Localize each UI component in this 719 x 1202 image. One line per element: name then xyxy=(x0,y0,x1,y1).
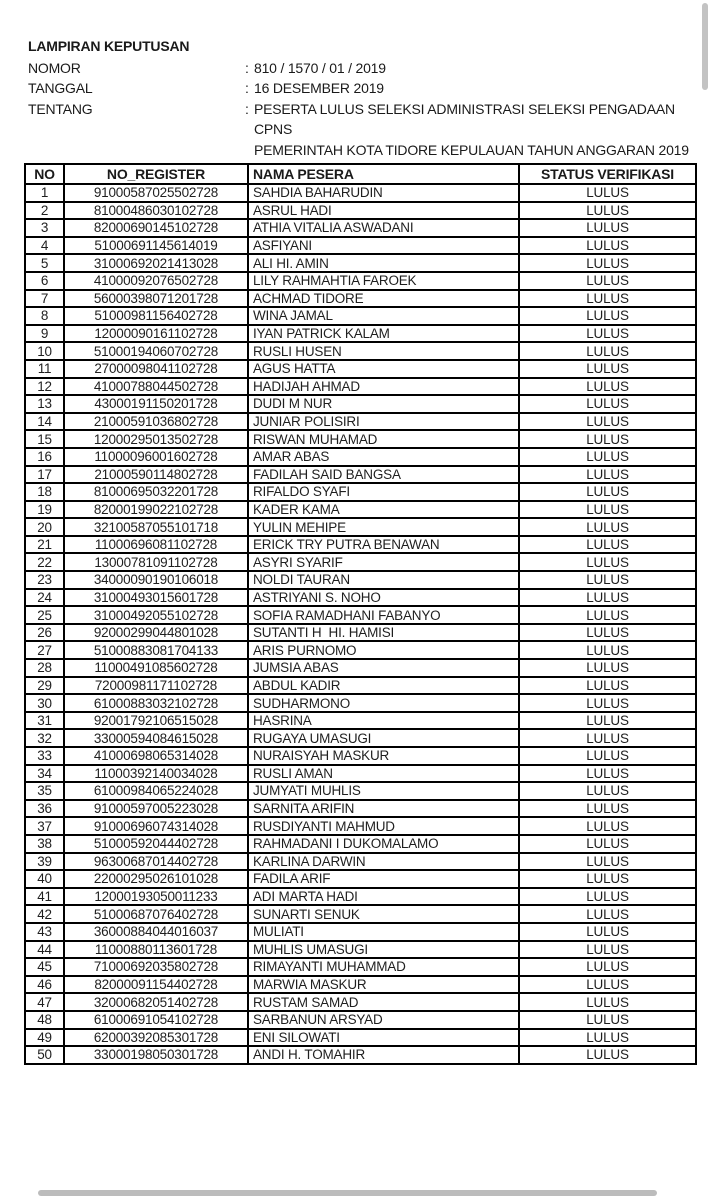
verification-status: LULUS xyxy=(519,307,696,325)
participant-name: RISWAN MUHAMAD xyxy=(248,430,519,448)
meta-colon: : xyxy=(245,100,249,117)
participant-name: RUSLI AMAN xyxy=(248,765,519,783)
table-row xyxy=(25,958,696,976)
register-number: 41000092076502728 xyxy=(64,272,248,290)
meta-label-tanggal: TANGGAL xyxy=(28,80,93,96)
register-number: 91000696074314028 xyxy=(64,817,248,835)
register-number: 34000090190106018 xyxy=(64,571,248,589)
participant-name: FADILA ARIF xyxy=(248,870,519,888)
register-number: 71000692035802728 xyxy=(64,958,248,976)
row-number: 43 xyxy=(25,923,64,941)
row-number: 50 xyxy=(25,1046,64,1064)
verification-status: LULUS xyxy=(519,501,696,519)
register-number: 33000198050301728 xyxy=(64,1046,248,1064)
verification-status: LULUS xyxy=(519,448,696,466)
verification-status: LULUS xyxy=(519,571,696,589)
register-number: 92001792106515028 xyxy=(64,712,248,730)
participant-name: JUMYATI MUHLIS xyxy=(248,782,519,800)
table-row xyxy=(25,553,696,571)
verification-status: LULUS xyxy=(519,606,696,624)
verification-status: LULUS xyxy=(519,765,696,783)
participant-name: ABDUL KADIR xyxy=(248,677,519,695)
row-number: 2 xyxy=(25,202,64,220)
row-number: 45 xyxy=(25,958,64,976)
table-row xyxy=(25,448,696,466)
verification-status: LULUS xyxy=(519,202,696,220)
table-row xyxy=(25,765,696,783)
participant-name: ANDI H. TOMAHIR xyxy=(248,1046,519,1064)
row-number: 5 xyxy=(25,254,64,272)
register-number: 31000492055102728 xyxy=(64,606,248,624)
register-number: 56000398071201728 xyxy=(64,290,248,308)
row-number: 6 xyxy=(25,272,64,290)
register-number: 72000981171102728 xyxy=(64,677,248,695)
register-number: 61000984065224028 xyxy=(64,782,248,800)
register-number: 81000695032201728 xyxy=(64,483,248,501)
meta-value-nomor: 810 / 1570 / 01 / 2019 xyxy=(254,59,386,76)
participant-name: ERICK TRY PUTRA BENAWAN xyxy=(248,536,519,554)
table-row xyxy=(25,817,696,835)
participant-name: WINA JAMAL xyxy=(248,307,519,325)
table-body xyxy=(25,184,696,1064)
participant-name: ASRUL HADI xyxy=(248,202,519,220)
table-row xyxy=(25,536,696,554)
verification-status: LULUS xyxy=(519,870,696,888)
verification-status: LULUS xyxy=(519,536,696,554)
register-number: 91000587025502728 xyxy=(64,184,248,202)
participant-name: IYAN PATRICK KALAM xyxy=(248,325,519,343)
row-number: 23 xyxy=(25,571,64,589)
register-number: 91000597005223028 xyxy=(64,800,248,818)
row-number: 42 xyxy=(25,905,64,923)
row-number: 18 xyxy=(25,483,64,501)
table-row xyxy=(25,290,696,308)
verification-status: LULUS xyxy=(519,747,696,765)
register-number: 82000091154402728 xyxy=(64,976,248,994)
table-row xyxy=(25,782,696,800)
row-number: 22 xyxy=(25,553,64,571)
row-number: 21 xyxy=(25,536,64,554)
verification-status: LULUS xyxy=(519,184,696,202)
row-number: 8 xyxy=(25,307,64,325)
register-number: 43000191150201728 xyxy=(64,395,248,413)
row-number: 11 xyxy=(25,360,64,378)
row-number: 49 xyxy=(25,1029,64,1047)
register-number: 11000096001602728 xyxy=(64,448,248,466)
meta-label-nomor: NOMOR xyxy=(28,59,81,76)
participant-name: SUTANTI H HI. HAMISI xyxy=(248,624,519,642)
table-row xyxy=(25,378,696,396)
row-number: 24 xyxy=(25,589,64,607)
participant-name: RIMAYANTI MUHAMMAD xyxy=(248,958,519,976)
table-row xyxy=(25,413,696,431)
table-row xyxy=(25,853,696,871)
verification-status: LULUS xyxy=(519,342,696,360)
participant-name: ALI HI. AMIN xyxy=(248,254,519,272)
row-number: 30 xyxy=(25,694,64,712)
participant-name: JUNIAR POLISIRI xyxy=(248,413,519,431)
participant-name: KADER KAMA xyxy=(248,501,519,519)
register-number: 61000883032102728 xyxy=(64,694,248,712)
row-number: 14 xyxy=(25,413,64,431)
participant-name: ASFIYANI xyxy=(248,237,519,255)
participant-name: HASRINA xyxy=(248,712,519,730)
meta-label-tentang: TENTANG xyxy=(28,100,93,117)
table-row xyxy=(25,219,696,237)
row-number: 19 xyxy=(25,501,64,519)
verification-status: LULUS xyxy=(519,976,696,994)
meta-colon: : xyxy=(245,80,249,96)
row-number: 41 xyxy=(25,888,64,906)
register-number: 11000880113601728 xyxy=(64,941,248,959)
row-number: 33 xyxy=(25,747,64,765)
table-row xyxy=(25,976,696,994)
verification-status: LULUS xyxy=(519,1029,696,1047)
table-row xyxy=(25,606,696,624)
participant-name: ENI SILOWATI xyxy=(248,1029,519,1047)
participant-name: AMAR ABAS xyxy=(248,448,519,466)
verification-status: LULUS xyxy=(519,395,696,413)
row-number: 48 xyxy=(25,1011,64,1029)
row-number: 17 xyxy=(25,466,64,484)
verification-status: LULUS xyxy=(519,888,696,906)
table-row xyxy=(25,501,696,519)
document-title: LAMPIRAN KEPUTUSAN xyxy=(28,38,190,54)
register-number: 21000591036802728 xyxy=(64,413,248,431)
row-number: 28 xyxy=(25,659,64,677)
table-row xyxy=(25,483,696,501)
participant-name: LILY RAHMAHTIA FAROEK xyxy=(248,272,519,290)
verification-status: LULUS xyxy=(519,466,696,484)
table-row xyxy=(25,1011,696,1029)
register-number: 82000690145102728 xyxy=(64,219,248,237)
participant-name: ATHIA VITALIA ASWADANI xyxy=(248,219,519,237)
participant-name: NURAISYAH MASKUR xyxy=(248,747,519,765)
verification-status: LULUS xyxy=(519,1046,696,1064)
verification-status: LULUS xyxy=(519,712,696,730)
participant-name: ASYRI SYARIF xyxy=(248,553,519,571)
verification-status: LULUS xyxy=(519,800,696,818)
register-number: 27000098041102728 xyxy=(64,360,248,378)
participant-name: SUDHARMONO xyxy=(248,694,519,712)
table-row xyxy=(25,254,696,272)
meta-row-nomor xyxy=(28,58,698,79)
row-number: 32 xyxy=(25,729,64,747)
table-row xyxy=(25,518,696,536)
verification-status: LULUS xyxy=(519,290,696,308)
participant-name: SARNITA ARIFIN xyxy=(248,800,519,818)
row-number: 29 xyxy=(25,677,64,695)
table-row xyxy=(25,325,696,343)
verification-status: LULUS xyxy=(519,378,696,396)
table-row xyxy=(25,466,696,484)
table-row xyxy=(25,677,696,695)
verification-status: LULUS xyxy=(519,958,696,976)
table-row xyxy=(25,835,696,853)
verification-status: LULUS xyxy=(519,518,696,536)
participant-name: AGUS HATTA xyxy=(248,360,519,378)
verification-status: LULUS xyxy=(519,325,696,343)
table-row xyxy=(25,624,696,642)
participant-name: SOFIA RAMADHANI FABANYO xyxy=(248,606,519,624)
table-row xyxy=(25,729,696,747)
table-row xyxy=(25,571,696,589)
results-table xyxy=(24,163,697,1065)
table-row xyxy=(25,800,696,818)
register-number: 31000692021413028 xyxy=(64,254,248,272)
meta-colon: : xyxy=(245,59,249,76)
verification-status: LULUS xyxy=(519,729,696,747)
table-row xyxy=(25,923,696,941)
participant-name: HADIJAH AHMAD xyxy=(248,378,519,396)
register-number: 92000299044801028 xyxy=(64,624,248,642)
row-number: 15 xyxy=(25,430,64,448)
vertical-scrollbar-thumb[interactable] xyxy=(702,3,708,90)
register-number: 21000590114802728 xyxy=(64,466,248,484)
register-number: 61000691054102728 xyxy=(64,1011,248,1029)
register-number: 33000594084615028 xyxy=(64,729,248,747)
table-row xyxy=(25,888,696,906)
register-number: 51000687076402728 xyxy=(64,905,248,923)
row-number: 38 xyxy=(25,835,64,853)
row-number: 3 xyxy=(25,219,64,237)
register-number: 51000194060702728 xyxy=(64,342,248,360)
participant-name: SUNARTI SENUK xyxy=(248,905,519,923)
table-row xyxy=(25,747,696,765)
row-number: 7 xyxy=(25,290,64,308)
participant-name: ACHMAD TIDORE xyxy=(248,290,519,308)
row-number: 34 xyxy=(25,765,64,783)
header-no: NO xyxy=(25,164,64,184)
table-row xyxy=(25,641,696,659)
row-number: 4 xyxy=(25,237,64,255)
verification-status: LULUS xyxy=(519,694,696,712)
verification-status: LULUS xyxy=(519,941,696,959)
header-status-verifikasi: STATUS VERIFIKASI xyxy=(519,164,696,184)
participant-name: ARIS PURNOMO xyxy=(248,641,519,659)
register-number: 96300687014402728 xyxy=(64,853,248,871)
row-number: 44 xyxy=(25,941,64,959)
verification-status: LULUS xyxy=(519,237,696,255)
table-row xyxy=(25,993,696,1011)
table-row xyxy=(25,342,696,360)
table-row xyxy=(25,712,696,730)
row-number: 9 xyxy=(25,325,64,343)
verification-status: LULUS xyxy=(519,782,696,800)
table-row xyxy=(25,870,696,888)
register-number: 13000781091102728 xyxy=(64,553,248,571)
row-number: 39 xyxy=(25,853,64,871)
meta-value-tentang: PESERTA LULUS SELEKSI ADMINISTRASI SELEKSI PENGADAAN CPNS xyxy=(254,100,675,137)
table-row xyxy=(25,589,696,607)
verification-status: LULUS xyxy=(519,641,696,659)
row-number: 27 xyxy=(25,641,64,659)
register-number: 41000698065314028 xyxy=(64,747,248,765)
row-number: 35 xyxy=(25,782,64,800)
verification-status: LULUS xyxy=(519,219,696,237)
verification-status: LULUS xyxy=(519,483,696,501)
table-row xyxy=(25,1029,696,1047)
register-number: 51000883081704133 xyxy=(64,641,248,659)
header-no-register: NO_REGISTER xyxy=(64,164,248,184)
verification-status: LULUS xyxy=(519,272,696,290)
row-number: 26 xyxy=(25,624,64,642)
table-header-row xyxy=(25,164,696,184)
row-number: 16 xyxy=(25,448,64,466)
register-number: 22000295026101028 xyxy=(64,870,248,888)
table-row xyxy=(25,237,696,255)
participant-name: JUMSIA ABAS xyxy=(248,659,519,677)
register-number: 11000392140034028 xyxy=(64,765,248,783)
register-number: 11000491085602728 xyxy=(64,659,248,677)
register-number: 62000392085301728 xyxy=(64,1029,248,1047)
verification-status: LULUS xyxy=(519,659,696,677)
meta-value-tentang-line2: PEMERINTAH KOTA TIDORE KEPULAUAN TAHUN ANGGARAN 2019 xyxy=(254,141,689,158)
register-number: 82000199022102728 xyxy=(64,501,248,519)
register-number: 32100587055101718 xyxy=(64,518,248,536)
meta-row-tentang xyxy=(28,99,698,140)
row-number: 25 xyxy=(25,606,64,624)
verification-status: LULUS xyxy=(519,430,696,448)
participant-name: FADILAH SAID BANGSA xyxy=(248,466,519,484)
table-row xyxy=(25,659,696,677)
participant-name: KARLINA DARWIN xyxy=(248,853,519,871)
verification-status: LULUS xyxy=(519,923,696,941)
row-number: 13 xyxy=(25,395,64,413)
participant-name: SAHDIA BAHARUDIN xyxy=(248,184,519,202)
register-number: 12000295013502728 xyxy=(64,430,248,448)
participant-name: RUSTAM SAMAD xyxy=(248,993,519,1011)
participant-name: YULIN MEHIPE xyxy=(248,518,519,536)
participant-name: SARBANUN ARSYAD xyxy=(248,1011,519,1029)
verification-status: LULUS xyxy=(519,413,696,431)
row-number: 20 xyxy=(25,518,64,536)
register-number: 36000884044016037 xyxy=(64,923,248,941)
register-number: 51000981156402728 xyxy=(64,307,248,325)
register-number: 51000592044402728 xyxy=(64,835,248,853)
participant-name: MUHLIS UMASUGI xyxy=(248,941,519,959)
verification-status: LULUS xyxy=(519,589,696,607)
table-row xyxy=(25,395,696,413)
table-row xyxy=(25,360,696,378)
verification-status: LULUS xyxy=(519,677,696,695)
row-number: 10 xyxy=(25,342,64,360)
table-row xyxy=(25,1046,696,1064)
header-nama-pesera: NAMA PESERA xyxy=(248,164,519,184)
register-number: 12000193050011233 xyxy=(64,888,248,906)
verification-status: LULUS xyxy=(519,905,696,923)
participant-name: RUSLI HUSEN xyxy=(248,342,519,360)
participant-name: RUSDIYANTI MAHMUD xyxy=(248,817,519,835)
row-number: 12 xyxy=(25,378,64,396)
meta-value-tanggal: 16 DESEMBER 2019 xyxy=(254,80,384,96)
verification-status: LULUS xyxy=(519,993,696,1011)
participant-name: RAHMADANI I DUKOMALAMO xyxy=(248,835,519,853)
verification-status: LULUS xyxy=(519,853,696,871)
verification-status: LULUS xyxy=(519,254,696,272)
participant-name: RUGAYA UMASUGI xyxy=(248,729,519,747)
verification-status: LULUS xyxy=(519,624,696,642)
row-number: 31 xyxy=(25,712,64,730)
verification-status: LULUS xyxy=(519,553,696,571)
participant-name: NOLDI TAURAN xyxy=(248,571,519,589)
table-row xyxy=(25,272,696,290)
meta-row-tanggal xyxy=(28,78,698,99)
document-header xyxy=(28,36,698,160)
horizontal-scrollbar-thumb[interactable] xyxy=(38,1190,657,1196)
row-number: 46 xyxy=(25,976,64,994)
table-row xyxy=(25,184,696,202)
participant-name: ASTRIYANI S. NOHO xyxy=(248,589,519,607)
row-number: 40 xyxy=(25,870,64,888)
row-number: 37 xyxy=(25,817,64,835)
register-number: 11000696081102728 xyxy=(64,536,248,554)
table-row xyxy=(25,905,696,923)
register-number: 32000682051402728 xyxy=(64,993,248,1011)
row-number: 36 xyxy=(25,800,64,818)
row-number: 47 xyxy=(25,993,64,1011)
participant-name: RIFALDO SYAFI xyxy=(248,483,519,501)
verification-status: LULUS xyxy=(519,1011,696,1029)
table-row xyxy=(25,307,696,325)
table-row xyxy=(25,941,696,959)
row-number: 1 xyxy=(25,184,64,202)
participant-name: MARWIA MASKUR xyxy=(248,976,519,994)
table-row xyxy=(25,202,696,220)
verification-status: LULUS xyxy=(519,360,696,378)
verification-status: LULUS xyxy=(519,817,696,835)
register-number: 81000486030102728 xyxy=(64,202,248,220)
register-number: 12000090161102728 xyxy=(64,325,248,343)
table-row xyxy=(25,430,696,448)
register-number: 31000493015601728 xyxy=(64,589,248,607)
participant-name: MULIATI xyxy=(248,923,519,941)
participant-name: DUDI M NUR xyxy=(248,395,519,413)
table-row xyxy=(25,694,696,712)
register-number: 41000788044502728 xyxy=(64,378,248,396)
verification-status: LULUS xyxy=(519,835,696,853)
participant-name: ADI MARTA HADI xyxy=(248,888,519,906)
register-number: 51000691145614019 xyxy=(64,237,248,255)
